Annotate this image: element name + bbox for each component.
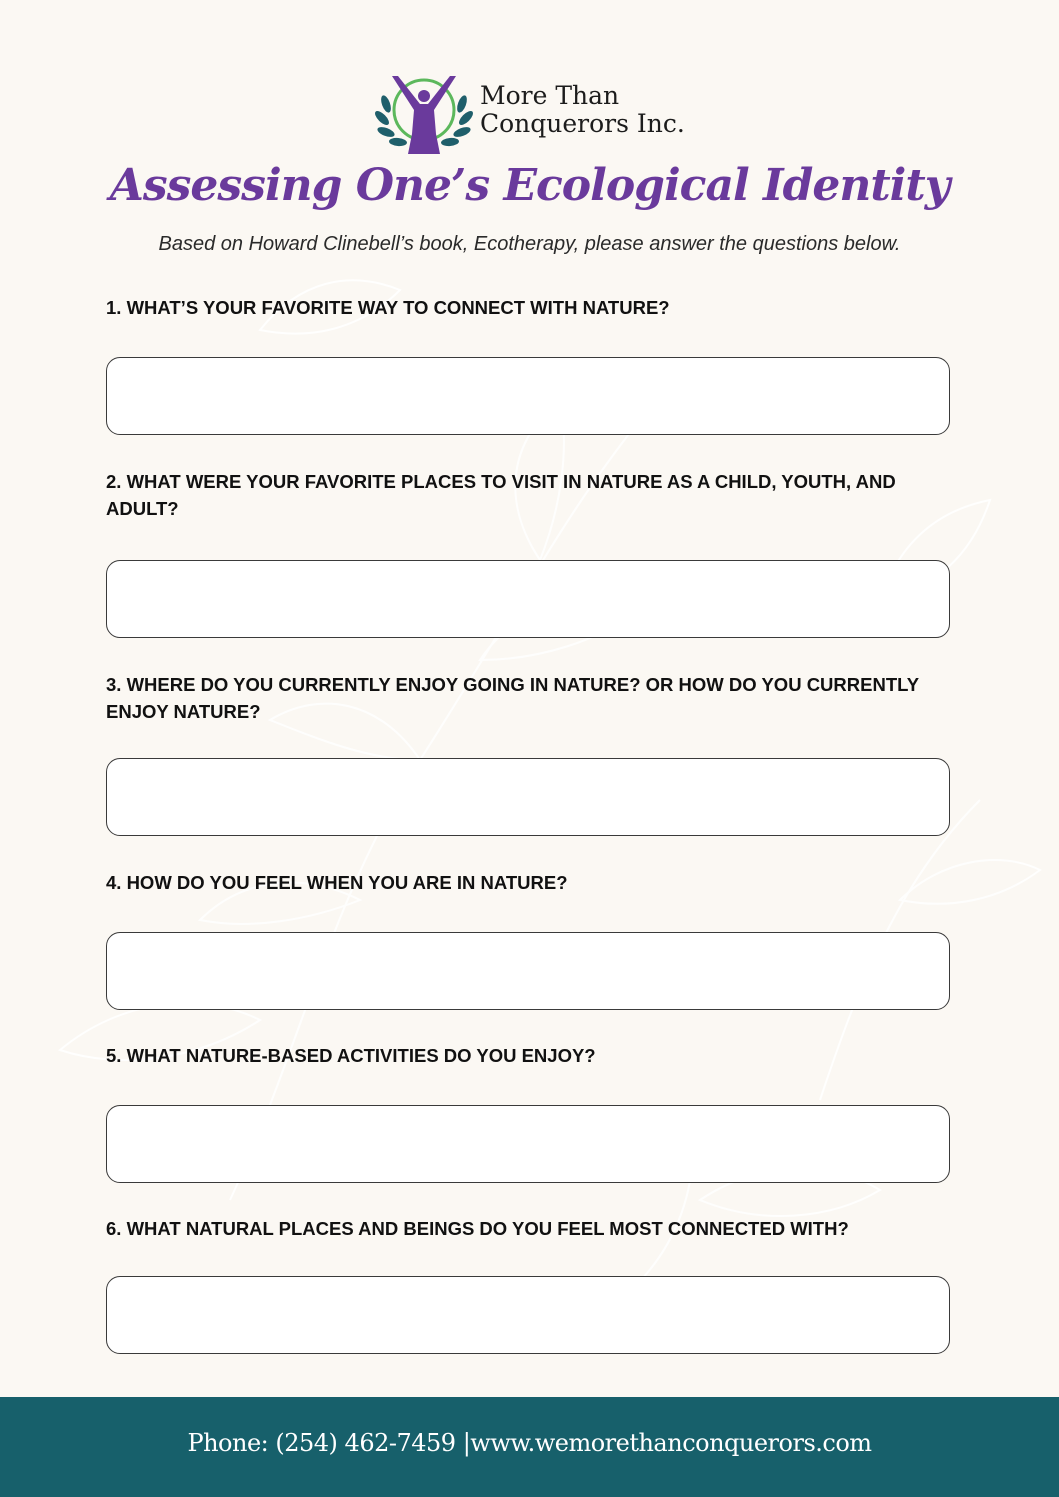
question-6-label: 6. WHAT NATURAL PLACES AND BEINGS DO YOU FEEL MOST CONNECTED WITH?	[106, 1218, 849, 1239]
footer-bar	[0, 1397, 1059, 1497]
header	[0, 72, 1059, 162]
question-4-answer-field[interactable]	[106, 932, 950, 1010]
footer-website-link[interactable]: www.wemorethanconquerors.com	[470, 1429, 872, 1457]
logo-wordmark	[480, 82, 685, 138]
question-3-label: 3. WHERE DO YOU CURRENTLY ENJOY GOING IN NATURE? OR HOW DO YOU CURRENTLY ENJOY NATURE?	[106, 674, 919, 722]
question-1-answer-field[interactable]	[106, 357, 950, 435]
logo-line-1: More Than	[480, 81, 620, 110]
question-2-label: 2. WHAT WERE YOUR FAVORITE PLACES TO VISIT IN NATURE AS A CHILD, YOUTH, AND ADULT?	[106, 471, 896, 519]
question-4-label: 4. HOW DO YOU FEEL WHEN YOU ARE IN NATURE?	[106, 872, 568, 893]
footer-phone: Phone: (254) 462-7459	[187, 1429, 456, 1457]
question-1-label: 1. WHAT’S YOUR FAVORITE WAY TO CONNECT WITH NATURE?	[106, 297, 670, 318]
question-6-answer-field[interactable]	[106, 1276, 950, 1354]
question-2-answer-field[interactable]	[106, 560, 950, 638]
question-5-answer-field[interactable]	[106, 1105, 950, 1183]
page-subtitle: Based on Howard Clinebell’s book, Ecotherapy, please answer the questions below.	[158, 233, 901, 255]
logo-line-2: Conquerors Inc.	[480, 109, 685, 138]
question-3-answer-field[interactable]	[106, 758, 950, 836]
page-title: Assessing One’s Ecological Identity	[109, 160, 950, 211]
raised-arms-figure-logo-icon	[372, 74, 476, 156]
footer-contact	[0, 1429, 1059, 1457]
company-logo	[372, 72, 692, 158]
footer-separator: |	[462, 1429, 471, 1457]
question-5-label: 5. WHAT NATURE-BASED ACTIVITIES DO YOU ENJOY?	[106, 1045, 596, 1066]
